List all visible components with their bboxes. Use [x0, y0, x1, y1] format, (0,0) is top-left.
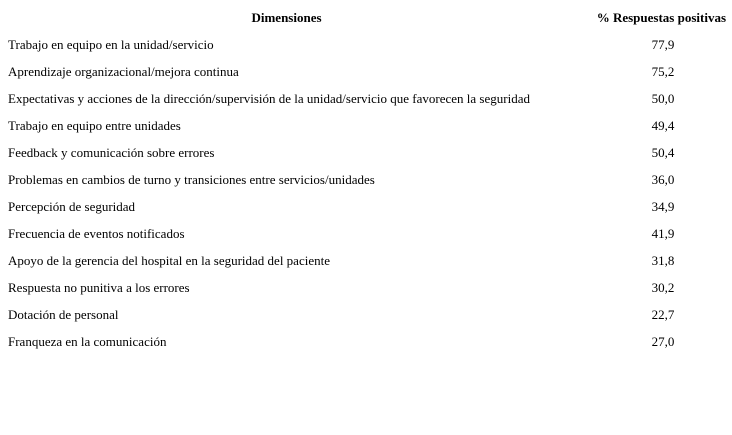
- percent-cell: 27,0: [651, 333, 675, 349]
- table-row: [3, 85, 730, 112]
- dimension-cell: Dotación de personal: [8, 306, 119, 322]
- table-row: [3, 166, 730, 193]
- percent-cell: 36,0: [651, 171, 675, 187]
- table-row: [3, 328, 730, 355]
- percent-cell: 30,2: [651, 279, 675, 295]
- table-row: [3, 31, 730, 58]
- table-body: [3, 31, 730, 355]
- dimension-cell: Apoyo de la gerencia del hospital en la seguridad del paciente: [8, 252, 330, 268]
- percent-cell: 49,4: [651, 117, 675, 133]
- dimension-cell: Trabajo en equipo en la unidad/servicio: [8, 36, 214, 52]
- dimension-cell: Percepción de seguridad: [8, 198, 136, 214]
- dimensions-table: [3, 5, 730, 355]
- percent-cell: 34,9: [651, 198, 675, 214]
- table-row: [3, 220, 730, 247]
- percent-cell: 50,4: [651, 144, 675, 160]
- table-header-row: [3, 5, 730, 31]
- percent-cell: 31,8: [651, 252, 675, 268]
- percent-cell: 41,9: [651, 225, 675, 241]
- dimension-cell: Respuesta no punitiva a los errores: [8, 279, 190, 295]
- dimension-cell: Feedback y comunicación sobre errores: [8, 144, 215, 160]
- dimension-cell: Aprendizaje organizacional/mejora continua: [8, 63, 239, 79]
- dimension-cell: Expectativas y acciones de la dirección/supervisión de la unidad/servicio que favorecen la seguridad: [8, 90, 530, 106]
- table-row: [3, 58, 730, 85]
- header-positive-responses: % Respuestas positivas: [596, 10, 726, 25]
- table-row: [3, 139, 730, 166]
- dimension-cell: Problemas en cambios de turno y transiciones entre servicios/unidades: [8, 171, 375, 187]
- table-row: [3, 112, 730, 139]
- dimension-cell: Franqueza en la comunicación: [8, 333, 167, 349]
- table-row: [3, 193, 730, 220]
- table-row: [3, 247, 730, 274]
- table-row: [3, 274, 730, 301]
- header-dimensions: Dimensiones: [251, 10, 322, 25]
- dimension-cell: Frecuencia de eventos notificados: [8, 225, 185, 241]
- table-row: [3, 301, 730, 328]
- dimension-cell: Trabajo en equipo entre unidades: [8, 117, 181, 133]
- percent-cell: 77,9: [651, 36, 675, 52]
- percent-cell: 50,0: [651, 90, 675, 106]
- percent-cell: 75,2: [651, 63, 675, 79]
- percent-cell: 22,7: [651, 306, 675, 322]
